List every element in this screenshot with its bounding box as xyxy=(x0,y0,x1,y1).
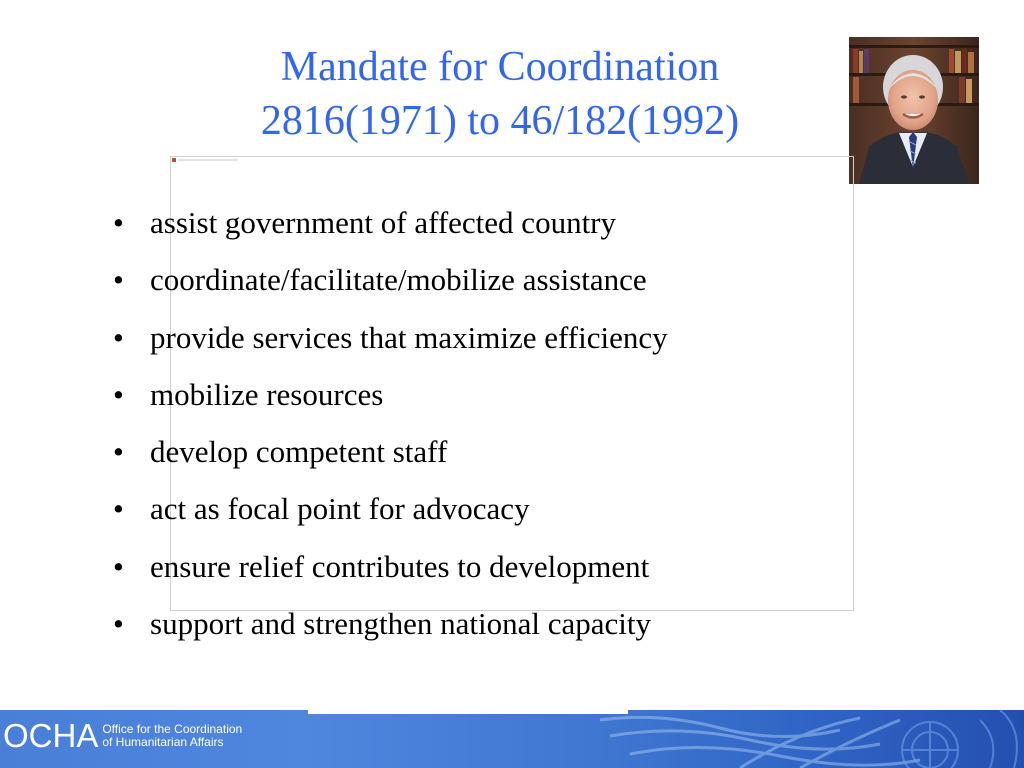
footer-band xyxy=(0,710,1024,768)
bullet-item xyxy=(110,428,668,485)
bullet-symbol: • xyxy=(113,376,124,412)
bullet-item xyxy=(110,543,668,600)
slide-title xyxy=(170,40,830,148)
bullet-symbol: • xyxy=(113,606,124,642)
ocha-subtitle-line-2: of Humanitarian Affairs xyxy=(102,735,224,749)
bullet-list xyxy=(110,199,668,657)
ocha-logo-mark: OCHA xyxy=(3,717,99,754)
bullet-item xyxy=(110,600,668,657)
bullet-item xyxy=(110,314,668,371)
bullet-text: ensure relief contributes to development xyxy=(150,548,650,584)
bullet-text: mobilize resources xyxy=(150,376,384,412)
embed-marker xyxy=(172,158,176,162)
bullet-symbol: • xyxy=(113,262,124,298)
bullet-text: assist government of affected country xyxy=(150,205,616,240)
ocha-logo xyxy=(3,719,242,753)
ocha-subtitle-line-1: Office for the Coordination xyxy=(102,722,243,736)
bullet-symbol: • xyxy=(113,434,124,470)
title-line-2: 2816(1971) to 46/182(1992) xyxy=(260,98,740,144)
bullet-symbol: • xyxy=(113,548,124,584)
bullet-item xyxy=(110,371,668,428)
footer-white-strip xyxy=(308,710,628,714)
bullet-text: develop competent staff xyxy=(150,434,448,470)
bullet-text: support and strengthen national capacity xyxy=(150,606,652,642)
bullet-symbol: • xyxy=(113,205,124,240)
title-line-1: Mandate for Coordination xyxy=(280,44,720,90)
bullet-item xyxy=(110,256,668,313)
bullet-symbol: • xyxy=(113,491,124,527)
bullet-item xyxy=(110,199,668,256)
ocha-logo-subtitle xyxy=(102,723,242,749)
portrait-photo xyxy=(849,37,979,184)
bullet-item xyxy=(110,485,668,542)
portrait-image xyxy=(849,37,979,184)
bullet-text: act as focal point for advocacy xyxy=(150,491,530,527)
bullet-symbol: • xyxy=(113,319,124,355)
bullet-text: provide services that maximize efficiency xyxy=(150,319,668,355)
embed-marker-line xyxy=(178,159,238,161)
bullet-text: coordinate/facilitate/mobilize assistance xyxy=(150,262,647,298)
un-emblem-watermark xyxy=(600,710,1024,768)
